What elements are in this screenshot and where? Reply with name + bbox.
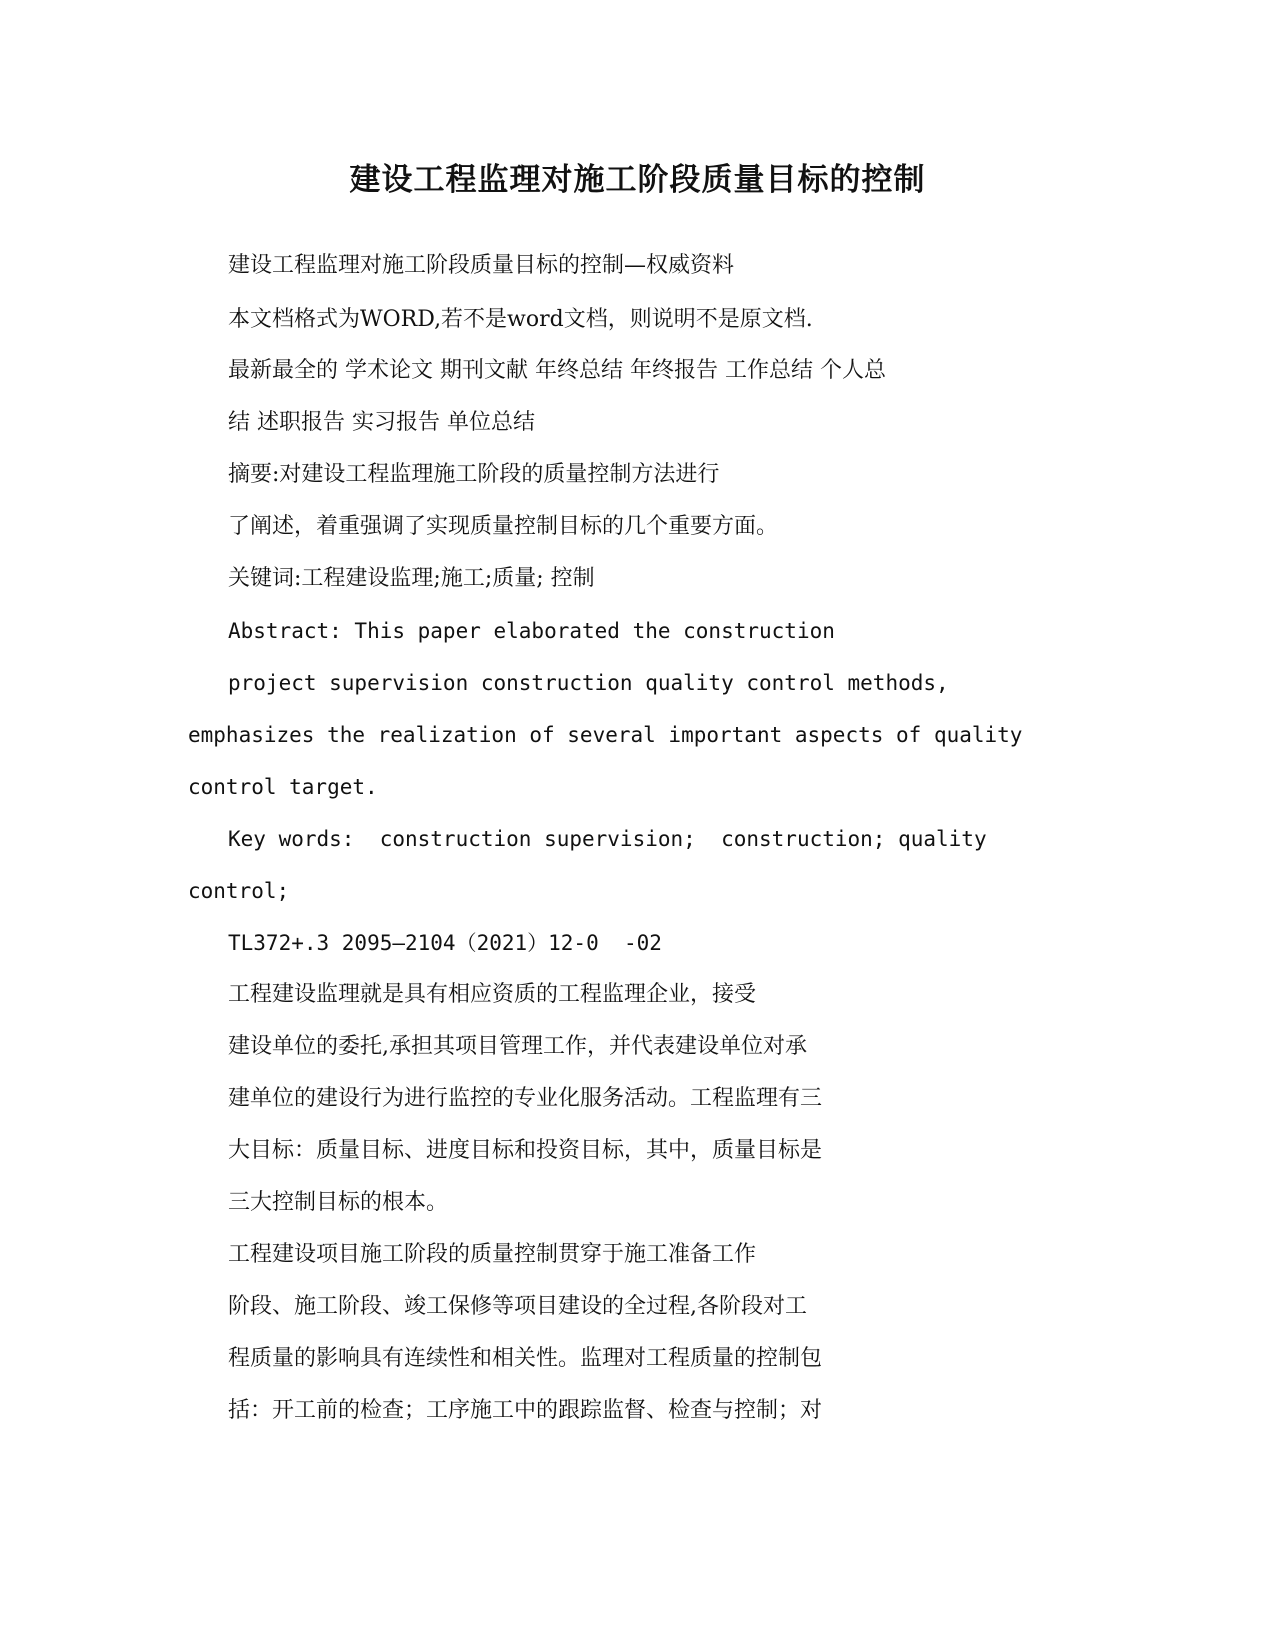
keywords-en-line: control; <box>188 879 290 903</box>
category-line: 结 述职报告 实习报告 单位总结 <box>228 410 535 435</box>
body-line: 程质量的影响具有连续性和相关性。监理对工程质量的控制包 <box>228 1346 823 1371</box>
abstract-cn-line: 了阐述，着重强调了实现质量控制目标的几个重要方面。 <box>228 514 779 539</box>
document-title: 建设工程监理对施工阶段质量目标的控制 <box>349 162 926 198</box>
body-line: 阶段、施工阶段、竣工保修等项目建设的全过程,各阶段对工 <box>228 1294 807 1319</box>
format-note-line: 本文档格式为WORD,若不是word文档，则说明不是原文档. <box>228 307 813 332</box>
keywords-en-line: Key words: construction supervision; construction; quality <box>228 827 987 851</box>
body-line: 建单位的建设行为进行监控的专业化服务活动。工程监理有三 <box>228 1086 823 1111</box>
body-line: 建设单位的委托,承担其项目管理工作，并代表建设单位对承 <box>228 1034 807 1059</box>
body-line: 工程建设项目施工阶段的质量控制贯穿于施工准备工作 <box>228 1242 757 1267</box>
body-line: 工程建设监理就是具有相应资质的工程监理企业，接受 <box>228 982 757 1007</box>
body-line: 括：开工前的检查；工序施工中的跟踪监督、检查与控制；对 <box>228 1398 823 1423</box>
abstract-en-line: emphasizes the realization of several important aspects of quality <box>188 723 1023 747</box>
abstract-cn-line: 摘要:对建设工程监理施工阶段的质量控制方法进行 <box>228 462 720 487</box>
body-line: 大目标：质量目标、进度目标和投资目标，其中，质量目标是 <box>228 1138 823 1163</box>
category-line: 最新最全的 学术论文 期刊文献 年终总结 年终报告 工作总结 个人总 <box>228 358 886 383</box>
abstract-en-line: control target. <box>188 775 378 799</box>
classification-line: TL372+.3 2095—2104（2021）12-0 -02 <box>228 931 662 955</box>
subtitle-line: 建设工程监理对施工阶段质量目标的控制—权威资料 <box>228 253 735 278</box>
keywords-cn-line: 关键词:工程建设监理;施工;质量; 控制 <box>228 566 595 591</box>
abstract-en-line: project supervision construction quality control methods, <box>228 671 949 695</box>
abstract-en-line: Abstract: This paper elaborated the construction <box>228 619 835 643</box>
body-line: 三大控制目标的根本。 <box>228 1190 449 1215</box>
